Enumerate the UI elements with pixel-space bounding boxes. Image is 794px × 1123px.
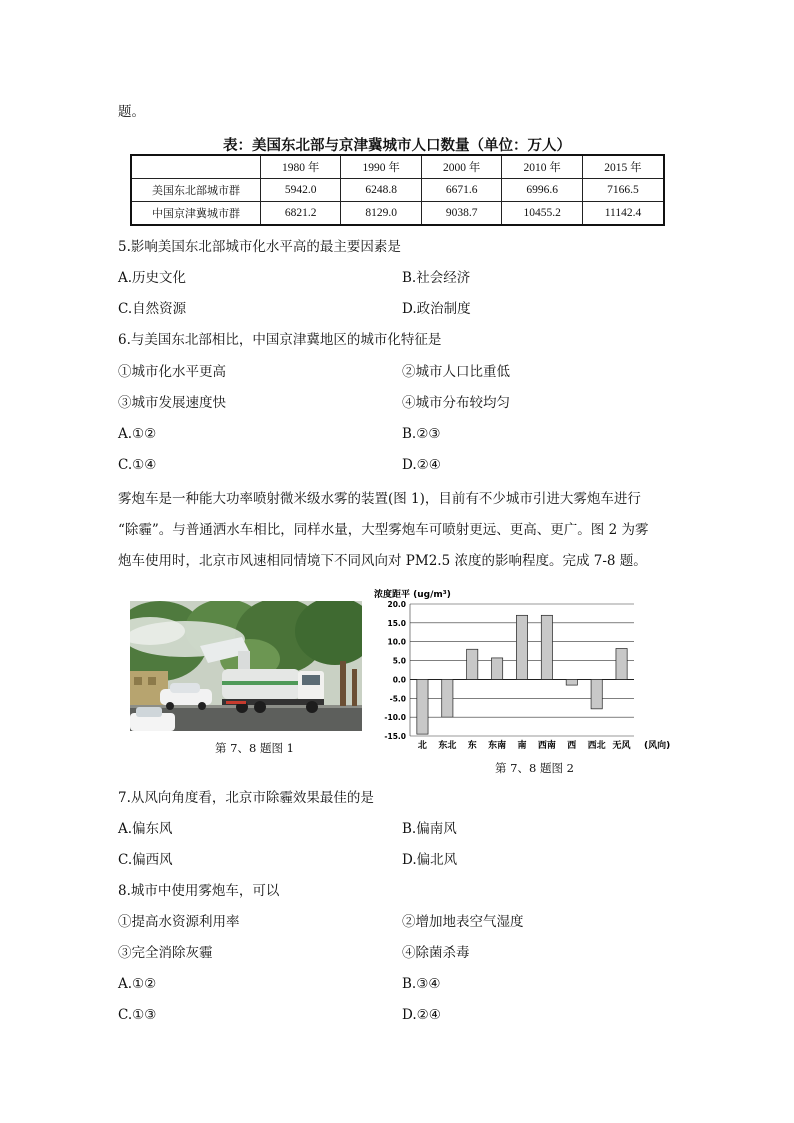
- chart-x-tick-label: 西: [567, 741, 577, 751]
- chart-x-tick-label: 东: [467, 741, 477, 751]
- table-header-row: [131, 155, 664, 179]
- q8-item-1: ①提高水资源利用率: [118, 914, 240, 930]
- chart-x-tick-labels: [418, 739, 632, 751]
- figure2-caption: 第 7、8 题图 2: [495, 761, 574, 775]
- q8-option-b: B.③④: [402, 976, 441, 992]
- chart-bar: [616, 649, 627, 680]
- intro-tail-text: 题。: [118, 104, 145, 120]
- q6-option-c: C.①④: [118, 457, 157, 473]
- chart-x-tick-label: 无风: [612, 741, 631, 751]
- q8-item-4: ④除菌杀毒: [402, 945, 470, 961]
- chart-x-tick-label: 东南: [488, 741, 507, 751]
- table-header-cell: 2010 年: [502, 155, 582, 179]
- table-cell: 10455.2: [502, 202, 582, 226]
- table-header-cell: 1990 年: [341, 155, 421, 179]
- q8-option-c: C.①③: [118, 1007, 157, 1023]
- table-header-cell: 2000 年: [421, 155, 501, 179]
- passage: [118, 484, 678, 577]
- chart-bars: [417, 615, 627, 734]
- table-header-cell: [131, 155, 261, 179]
- passage-line: 雾炮车是一种能大功率喷射微米级水雾的装置(图 1)，目前有不少城市引进大雾炮车进行: [118, 491, 641, 507]
- chart-x-tick-label: 南: [517, 741, 527, 751]
- passage-line: “除霾”。与普通洒水车相比，同样水量，大型雾炮车可喷射更远、更高、更广。图 2 为雾: [118, 522, 649, 538]
- chart-bar: [492, 658, 503, 679]
- q6-option-d: D.②④: [402, 457, 441, 473]
- q7-option-b: B.偏南风: [402, 821, 457, 837]
- chart-x-tick-label: 西北: [587, 741, 606, 751]
- table-row: [131, 202, 664, 226]
- chart-y-tick-label: -5.0: [389, 694, 406, 704]
- chart-y-tick-label: 0.0: [392, 675, 406, 685]
- q6-item-1: ①城市化水平更高: [118, 364, 226, 380]
- table-cell: 5942.0: [261, 179, 341, 202]
- chart-x-tick-label: 东北: [438, 741, 457, 751]
- table-header-cell: 1980 年: [261, 155, 341, 179]
- chart-y-tick-label: 20.0: [387, 600, 406, 609]
- q7-option-d: D.偏北风: [402, 852, 458, 868]
- table-row: [131, 179, 664, 202]
- q8-item-2: ②增加地表空气湿度: [402, 914, 524, 930]
- q6-option-a: A.①②: [118, 426, 157, 442]
- q5-option-a: A.历史文化: [118, 270, 187, 286]
- q5-stem: 5.影响美国东北部城市化水平高的最主要因素是: [118, 239, 401, 255]
- table-cell: 7166.5: [582, 179, 664, 202]
- q7-stem: 7.从风向角度看，北京市除霾效果最佳的是: [118, 790, 374, 806]
- q6-option-b: B.②③: [402, 426, 441, 442]
- chart-x-tick-label: 北: [417, 741, 427, 751]
- table-title: 表：美国东北部与京津冀城市人口数量（单位：万人）: [223, 137, 571, 154]
- chart-y-tick-label: 15.0: [387, 618, 406, 628]
- chart-bar: [417, 679, 428, 734]
- wind-direction-pm25-chart: [372, 586, 680, 758]
- chart-y-tick-label: 5.0: [392, 656, 406, 666]
- figure1-caption: 第 7、8 题图 1: [215, 741, 294, 755]
- chart-y-tick-label: -15.0: [384, 732, 406, 741]
- chart-y-tick-label: 10.0: [387, 637, 406, 647]
- chart-bar: [516, 615, 527, 679]
- q6-stem: 6.与美国东北部相比，中国京津冀地区的城市化特征是: [118, 332, 442, 348]
- table-cell: 6821.2: [261, 202, 341, 226]
- q8-stem: 8.城市中使用雾炮车，可以: [118, 883, 280, 899]
- chart-y-tick-labels: [384, 600, 406, 741]
- q6-item-2: ②城市人口比重低: [402, 364, 510, 380]
- table-cell: 6671.6: [421, 179, 501, 202]
- fog-cannon-truck-photo: [130, 601, 362, 731]
- table-cell: 11142.4: [582, 202, 664, 226]
- chart-bar: [442, 679, 453, 717]
- q8-option-a: A.①②: [118, 976, 157, 992]
- passage-line: 炮车使用时，北京市风速相同情境下不同风向对 PM2.5 浓度的影响程度。完成 7-8 题。: [118, 553, 647, 569]
- chart-bar: [591, 679, 602, 708]
- q7-option-a: A.偏东风: [118, 821, 173, 837]
- chart-bar: [541, 615, 552, 679]
- table-cell: 9038.7: [421, 202, 501, 226]
- table-cell: 8129.0: [341, 202, 421, 226]
- q5-option-d: D.政治制度: [402, 301, 471, 317]
- table-cell: 6248.8: [341, 179, 421, 202]
- chart-x-tick-label: 西南: [537, 741, 556, 751]
- q8-option-d: D.②④: [402, 1007, 441, 1023]
- table-row-label: 美国东北部城市群: [131, 179, 261, 202]
- chart-x-axis-label: (风向): [644, 741, 671, 751]
- chart-bar: [566, 679, 577, 685]
- q6-item-4: ④城市分布较均匀: [402, 395, 510, 411]
- q7-option-c: C.偏西风: [118, 852, 173, 868]
- chart-y-tick-label: -10.0: [384, 713, 406, 723]
- table-row-label: 中国京津冀城市群: [131, 202, 261, 226]
- table-header-cell: 2015 年: [582, 155, 664, 179]
- q5-option-c: C.自然资源: [118, 301, 187, 317]
- chart-y-axis-label: 浓度距平 (ug/m³): [374, 590, 451, 600]
- table-cell: 6996.6: [502, 179, 582, 202]
- q8-item-3: ③完全消除灰霾: [118, 945, 213, 961]
- q6-item-3: ③城市发展速度快: [118, 395, 226, 411]
- chart-bar: [467, 649, 478, 679]
- q5-option-b: B.社会经济: [402, 270, 471, 286]
- population-table: [130, 154, 665, 226]
